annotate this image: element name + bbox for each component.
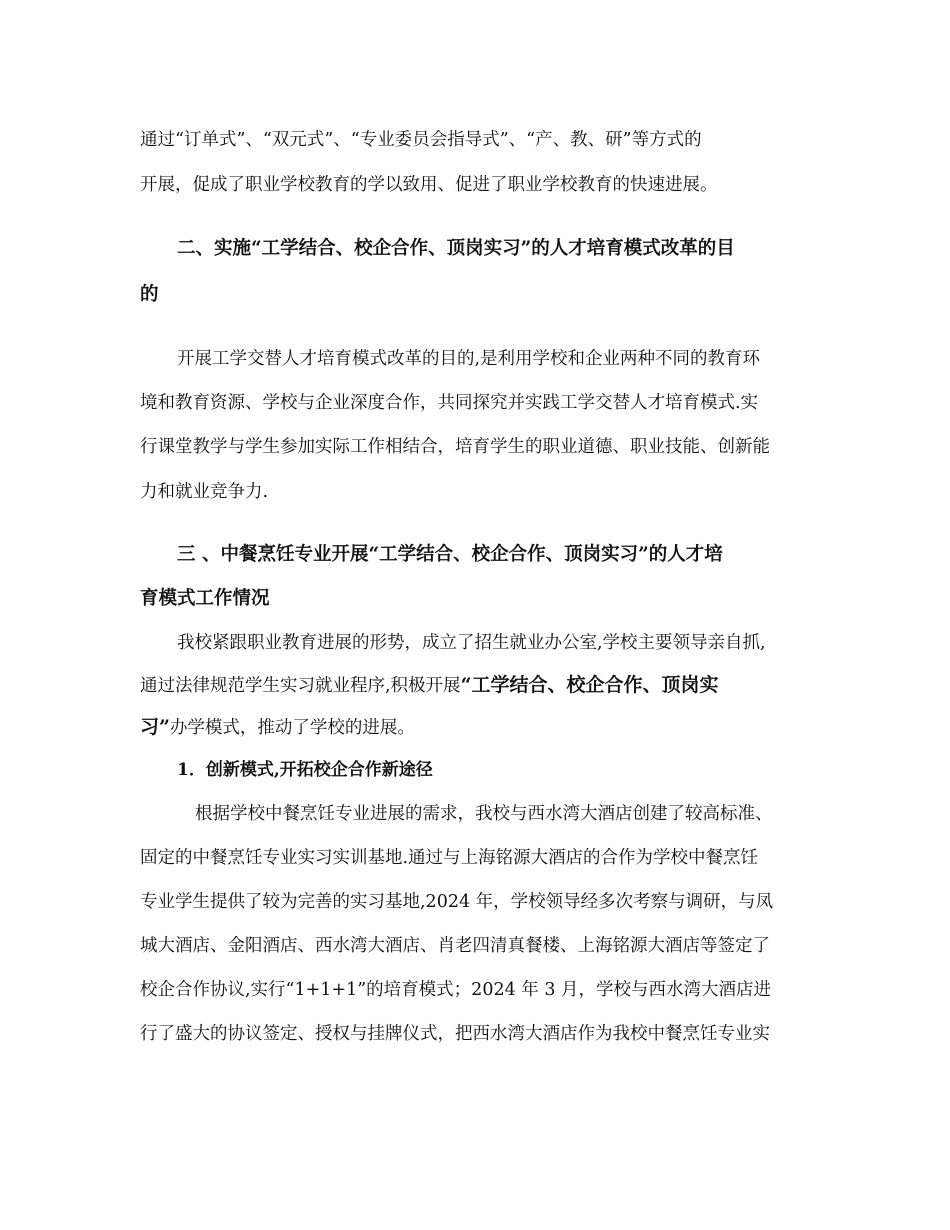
paragraph-4-line-2: 固定的中餐烹饪专业实习实训基地.通过与上海铭源大酒店的合作为学校中餐烹饪 <box>140 848 759 868</box>
paragraph-3-line-1: 我校紧跟职业教育进展的形势，成立了招生就业办公室,学校主要领导亲自抓, <box>177 633 766 653</box>
paragraph-3-bold-phrase-end: 习” <box>140 716 170 738</box>
section-2-heading-line-2: 的 <box>140 284 159 305</box>
paragraph-3-line-3 <box>140 715 415 740</box>
paragraph-4-line-4: 城大酒店、金阳酒店、西水湾大酒店、肖老四清真餐楼、上海铭源大酒店等签定了 <box>140 936 770 956</box>
paragraph-4-line-3: 专业学生提供了较为完善的实习基地,2024 年，学校领导经多次考察与调研，与凤 <box>140 892 774 912</box>
paragraph-3-line-2-text: 通过法律规范学生实习就业程序,积极开展 <box>140 676 461 696</box>
section-3-heading-line-2: 育模式工作情况 <box>140 588 270 609</box>
section-3-heading-line-1: 三 、中餐烹饪专业开展“工学结合、校企合作、顶岗实习”的人才培 <box>177 544 723 565</box>
paragraph-1-line-1: 通过“订单式”、“双元式”、“专业委员会指导式”、“产、教、研”等方式的 <box>140 130 702 150</box>
paragraph-2-line-1: 开展工学交替人才培育模式改革的目的,是利用学校和企业两种不同的教育环 <box>177 349 761 369</box>
section-2-heading-line-1: 二、实施“工学结合、校企合作、顶岗实习”的人才培育模式改革的目 <box>177 238 735 259</box>
paragraph-2-line-2: 境和教育资源、学校与企业深度合作，共同探究并实践工学交替人才培育模式.实 <box>140 393 759 413</box>
paragraph-1-line-2: 开展，促成了职业学校教育的学以致用、促进了职业学校教育的快速进展。 <box>140 175 718 195</box>
paragraph-3-line-2 <box>140 673 719 698</box>
paragraph-4-line-5: 校企合作协议,实行“1+1+1”的培育模式；2024 年 3 月，学校与西水湾大酒店进 <box>140 980 772 1000</box>
paragraph-3-bold-phrase: “工学结合、校企合作、顶岗实 <box>460 674 719 696</box>
paragraph-2-line-4: 力和就业竞争力. <box>140 482 269 502</box>
paragraph-4-line-1: 根据学校中餐烹饪专业进展的需求，我校与西水湾大酒店创建了较高标准、 <box>195 804 773 824</box>
paragraph-2-line-3: 行课堂教学与学生参加实际工作相结合，培育学生的职业道德、职业技能、创新能 <box>140 437 770 457</box>
paragraph-4-line-6: 行了盛大的协议签定、授权与挂牌仪式，把西水湾大酒店作为我校中餐烹饪专业实 <box>140 1024 770 1044</box>
paragraph-3-line-3-text: 办学模式，推动了学校的进展。 <box>169 718 415 738</box>
subsection-1-heading: 1．创新模式,开拓校企合作新途径 <box>177 760 433 780</box>
